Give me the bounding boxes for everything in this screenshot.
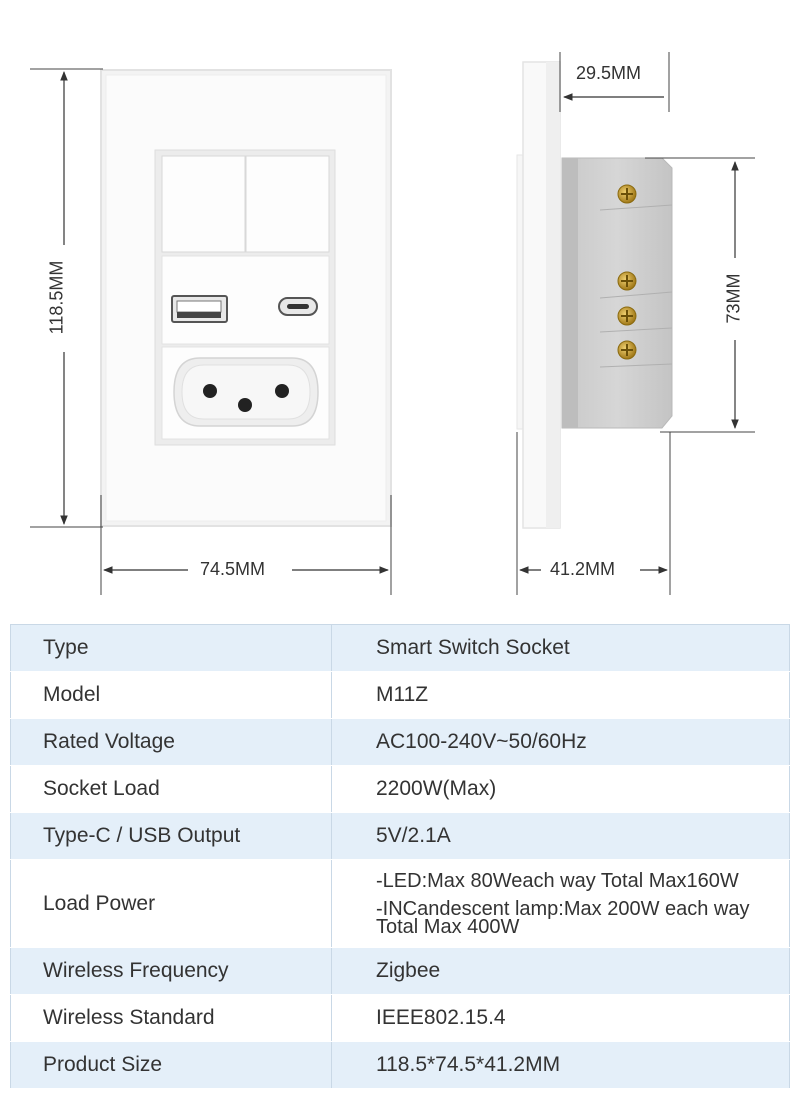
table-row [11,625,790,672]
spec-value-line: -INCandescent lamp:Max 200W each way [376,897,750,920]
table-row [11,995,790,1042]
spec-label: Wireless Standard [11,995,332,1042]
table-row [11,766,790,813]
spec-value: Zigbee [332,948,790,995]
spec-label: Socket Load [11,766,332,813]
terminal-screw-icon [618,272,636,290]
table-row [11,860,790,948]
terminal-screw-icon [618,341,636,359]
spec-value: IEEE802.15.4 [332,995,790,1042]
spec-value: AC100-240V~50/60Hz [332,719,790,766]
spec-label: Model [11,672,332,719]
spec-value-multiline [332,860,790,948]
plate-depth-label: 29.5MM [572,63,645,84]
side-view [517,62,672,528]
spec-value: 118.5*74.5*41.2MM [332,1042,790,1089]
spec-label: Rated Voltage [11,719,332,766]
box-height-label: 73MM [724,269,745,327]
height-dimension-label: 118.5MM [46,257,67,339]
spec-value: 2200W(Max) [332,766,790,813]
usb-c-port-icon [279,298,317,315]
width-dimension-label: 74.5MM [196,559,269,580]
terminal-screw-icon [618,185,636,203]
table-row [11,672,790,719]
spec-label: Load Power [11,860,332,948]
terminal-screw-icon [618,307,636,325]
table-row [11,1042,790,1089]
spec-value: 5V/2.1A [332,813,790,860]
spec-value-line: Total Max 400W [376,915,520,938]
spec-value: M11Z [332,672,790,719]
table-row [11,948,790,995]
spec-label: Type-C / USB Output [11,813,332,860]
spec-label: Product Size [11,1042,332,1089]
spec-table [10,624,790,1089]
front-view [101,70,391,526]
table-row [11,719,790,766]
switch-button-left[interactable] [162,156,245,252]
spec-value: Smart Switch Socket [332,625,790,672]
usb-a-port-icon [172,296,227,322]
spec-value-line: -LED:Max 80Weach way Total Max160W [376,869,739,892]
power-socket-icon [174,358,318,426]
table-row [11,813,790,860]
total-depth-label: 41.2MM [546,559,619,580]
spec-label: Type [11,625,332,672]
spec-label: Wireless Frequency [11,948,332,995]
switch-button-right[interactable] [246,156,329,252]
